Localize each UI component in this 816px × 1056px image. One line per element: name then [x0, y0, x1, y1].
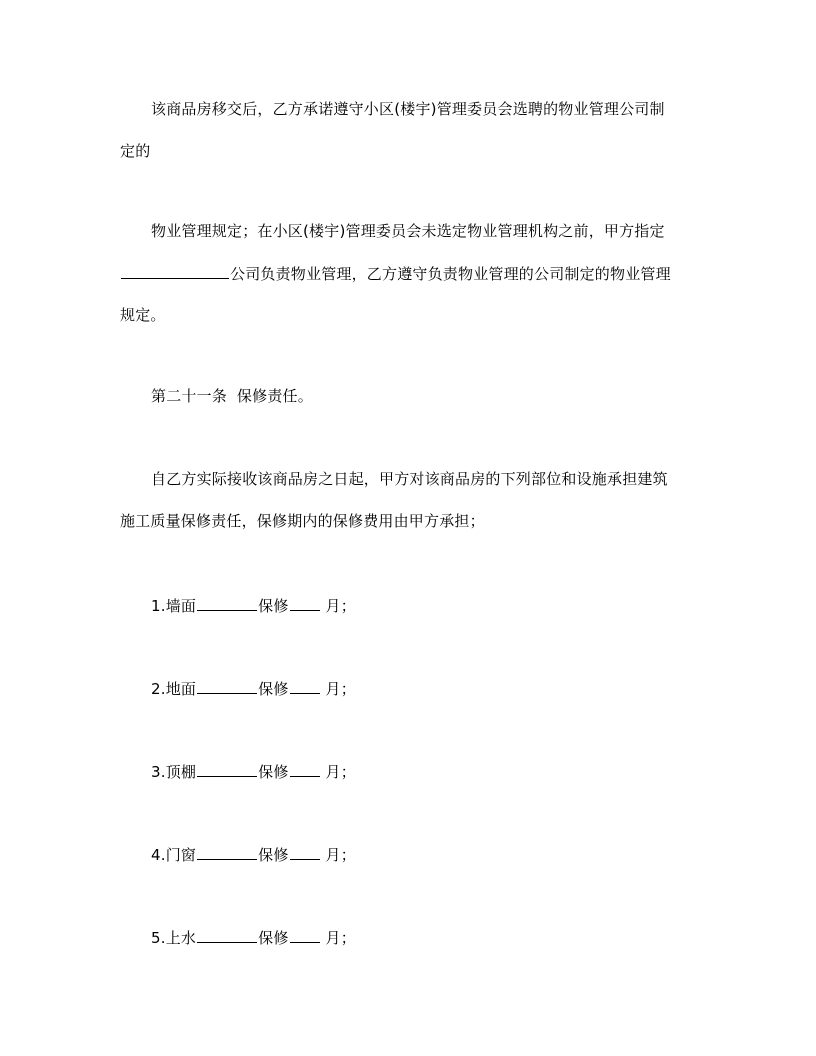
- item-unit: 月；: [320, 929, 356, 947]
- months-blank: [290, 595, 320, 611]
- blank-field: [197, 678, 257, 694]
- blank-field: [197, 761, 257, 777]
- months-blank: [290, 761, 320, 777]
- item-label: 1.墙面: [151, 597, 197, 615]
- paragraph-management-rules-line-2: [120, 263, 696, 284]
- company-name-blank: [121, 263, 229, 279]
- item-label: 3.顶棚: [151, 763, 197, 781]
- item-middle: 保修: [258, 763, 289, 781]
- paragraph-property-handover-line-2: [120, 141, 696, 161]
- item-middle: 保修: [258, 929, 289, 947]
- item-middle: 保修: [258, 680, 289, 698]
- item-unit: 月；: [320, 763, 356, 781]
- text: 公司负责物业管理，乙方遵守负责物业管理的公司制定的物业管理: [230, 265, 671, 283]
- item-unit: 月；: [320, 846, 356, 864]
- blank-field: [197, 595, 257, 611]
- months-blank: [290, 844, 320, 860]
- item-label: 5.上水: [151, 929, 197, 947]
- text: 物业管理规定；在小区(楼宇)管理委员会未选定物业管理机构之前，甲方指定: [151, 222, 665, 240]
- text: 规定。: [120, 306, 166, 324]
- text: 施工质量保修责任，保修期内的保修费用由甲方承担；: [120, 512, 485, 530]
- item-middle: 保修: [258, 597, 289, 615]
- item-middle: 保修: [258, 846, 289, 864]
- paragraph-management-rules-line-3: [120, 305, 696, 325]
- blank-field: [197, 927, 257, 943]
- article-21-heading: [151, 386, 727, 406]
- text: 定的: [120, 142, 151, 160]
- months-blank: [290, 927, 320, 943]
- item-unit: 月；: [320, 680, 356, 698]
- paragraph-warranty-intro-line-1: [151, 469, 727, 489]
- text: 自乙方实际接收该商品房之日起，甲方对该商品房的下列部位和设施承担建筑: [151, 470, 668, 488]
- item-unit: 月；: [320, 597, 356, 615]
- warranty-item-ceiling: [151, 761, 727, 782]
- item-label: 2.地面: [151, 680, 197, 698]
- blank-field: [197, 844, 257, 860]
- warranty-item-doors-windows: [151, 844, 727, 865]
- warranty-item-water-supply: [151, 927, 727, 948]
- text: 第二十一条 保修责任。: [151, 387, 313, 405]
- text: 该商品房移交后，乙方承诺遵守小区(楼宇)管理委员会选聘的物业管理公司制: [151, 100, 665, 118]
- paragraph-property-handover-line-1: [151, 99, 727, 119]
- warranty-item-walls: [151, 595, 727, 616]
- paragraph-warranty-intro-line-2: [120, 511, 696, 531]
- item-label: 4.门窗: [151, 846, 197, 864]
- months-blank: [290, 678, 320, 694]
- paragraph-management-rules-line-1: [151, 221, 727, 241]
- warranty-item-floor: [151, 678, 727, 699]
